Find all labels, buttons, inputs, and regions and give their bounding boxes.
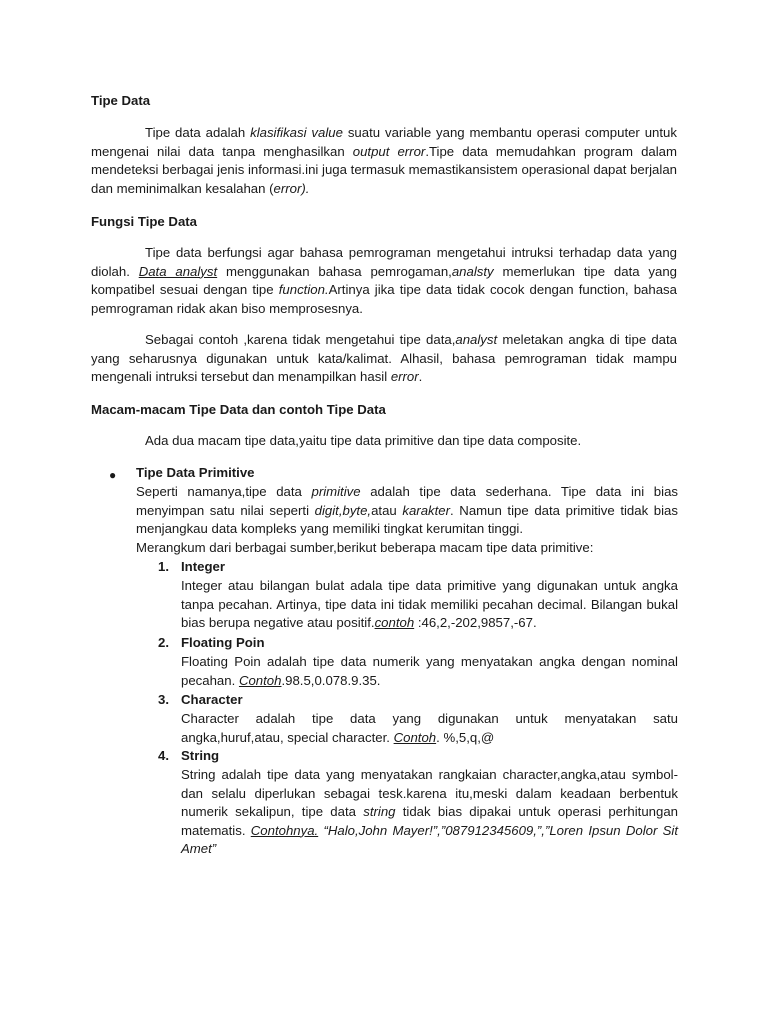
list-number: 2. xyxy=(158,635,169,650)
list-number: 4. xyxy=(158,748,169,763)
list-number: 3. xyxy=(158,692,169,707)
primitive-summary: Merangkum dari berbagai sumber,berikut beberapa macam tipe data primitive: xyxy=(136,540,594,555)
item-title-character: Character xyxy=(181,692,243,707)
heading-tipe-data: Tipe Data xyxy=(91,93,151,108)
item-title-integer: Integer xyxy=(181,559,225,574)
item-body-integer: Integer atau bilangan bulat adala tipe data primitive yang digunakan untuk angka tanpa pecahan. Artinya, tipe data ini tidak memiliki pecahan decimal. Bilangan bukal bias berupa negative atau positif.contoh :46,2,-202,9857,-67. xyxy=(181,578,678,630)
heading-fungsi-tipe-data: Fungsi Tipe Data xyxy=(91,214,198,229)
paragraph-fungsi-2: Sebagai contoh ,karena tidak mengetahui tipe data,analyst meletakan angka di tipe data yang seharusnya digunakan untuk kata/kalimat. Alhasil, bahasa pemrograman tidak mampu mengenali intruksi tersebut dan menampilkan hasil error. xyxy=(91,332,677,384)
item-title-floating-poin: Floating Poin xyxy=(181,635,265,650)
paragraph-tipe-data-definition: Tipe data adalah klasifikasi value suatu variable yang membantu operasi computer untuk mengenai nilai data tanpa menghasilkan output error.Tipe data memudahkan program dalam mendeteksi berbagai jenis informasi.ini juga termasuk memastikansistem operasional dapat berjalan dan meminimalkan kesalahan (error). xyxy=(91,125,677,196)
primitive-description: Seperti namanya,tipe data primitive adalah tipe data sederhana. Tipe data ini bias menyimpan satu nilai seperti digit,byte,atau karakter. Namun tipe data primitive tidak bias menjangkau data kompleks yang memiliki tingkat kerumitan tinggi. xyxy=(136,484,679,536)
paragraph-fungsi-1: Tipe data berfungsi agar bahasa pemrograman mengetahui intruksi terhadap data yang diolah. Data analyst menggunakan bahasa pemrogaman,analsty memerlukan tipe data yang kompatibel sesuai dengan tipe function.Artinya jika tipe data tidak cocok dengan function, bahasa pemrograman ridak akan biso memprosesnya. xyxy=(91,245,677,316)
paragraph-macam-intro: Ada dua macam tipe data,yaitu tipe data primitive dan tipe data composite. xyxy=(145,433,582,448)
bullet-icon: ● xyxy=(109,468,117,482)
bullet-title: Tipe Data Primitive xyxy=(136,465,255,480)
item-body-floating-poin: Floating Poin adalah tipe data numerik yang menyatakan angka dengan nominal pecahan. Contoh.98.5,0.078.9.35. xyxy=(181,654,678,688)
item-title-string: String xyxy=(181,748,220,763)
item-body-character: Character adalah tipe data yang digunakan untuk menyatakan satu angka,huruf,atau, special character. Contoh. %,5,q,@ xyxy=(181,711,678,745)
item-body-string: String adalah tipe data yang menyatakan rangkaian character,angka,atau symbol-dan selalu diperlukan sebagai tesk.karena itu,meski dalam keadaan berbentuk numerik sekalipun, tipe data string tidak bias dipakai untuk operasi perhitungan matematis. Contohnya. “Halo,John Mayer!”,”087912345609,”,”Loren Ipsun Dolor Sit Amet” xyxy=(181,767,679,856)
list-number: 1. xyxy=(158,559,169,574)
heading-macam-tipe-data: Macam-macam Tipe Data dan contoh Tipe Data xyxy=(91,402,386,417)
